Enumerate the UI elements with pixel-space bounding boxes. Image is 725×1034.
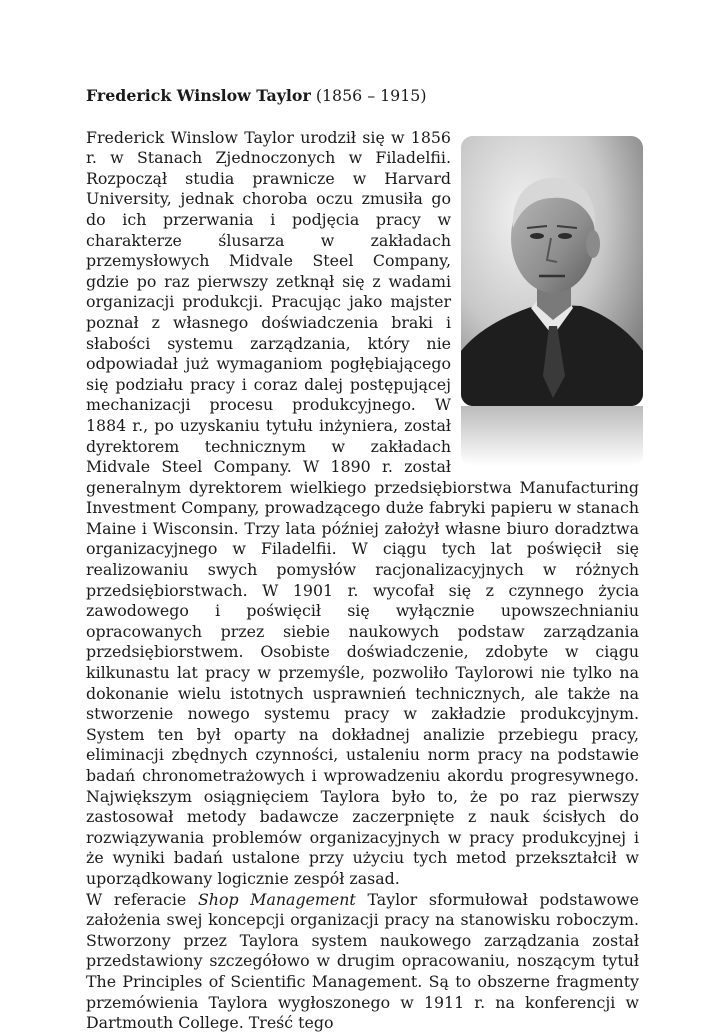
document-page — [86, 86, 639, 1034]
document-title — [86, 86, 639, 107]
p2-text-start: W referacie — [86, 889, 198, 909]
title-dates: (1856 – 1915) — [315, 86, 427, 105]
title-name: Frederick Winslow Taylor — [86, 86, 311, 105]
p2-text-rest: Taylor sformułował podstawowe założenia swej koncepcji organizacji pracy na stanowisku roboczym. Stworzony przez Taylora system naukowego zarządzania został przedstawiony szczegółowo w drugim opracowaniu, noszącym tytuł The Principles of Scientific Management. Są to obszerne fragmenty przemówienia Taylora wygłoszonego w 1911 r. na konferencji w Dartmouth College. Treść tego — [86, 889, 639, 1033]
body-paragraph-1: Frederick Winslow Taylor urodził się w 1856 r. w Stanach Zjednoczonych w Filadelfii. Rozpoczął studia prawnicze w Harvard University, jednak choroba oczu zmusiła go do ich przerwania i podjęcia pracy w charakterze ślusarza w zakładach przemysłowych Midvale Steel Company, gdzie po raz pierwszy zetknął się z wadami organizacji produkcji. Pracując jako majster poznał z własnego doświadczenia braki i słabości systemu zarządzania, który nie odpowiadał już wymaganiom pogłębiającego się podziału pracy i coraz dalej postępującej mechanizacji procesu produkcyjnego. W 1884 r., po uzyskaniu tytułu inżyniera, został dyrektorem technicznym w zakładach Midvale Steel Company. W 1890 r. został generalnym dyrektorem wielkiego przedsiębiorstwa Manufacturing Investment Company, prowadzącego duże fabryki papieru w stanach Maine i Wisconsin. Trzy lata później założył własne biuro doradztwa organizacyjnego w Filadelfii. W ciągu tych lat poświęcił się realizowaniu swych pomysłów racjonalizacyjnych w różnych przedsiębiorstwach. W 1901 r. wycofał się z czynnego życia zawodowego i poświęcił się wyłącznie upowszechnianiu opracowanych przez siebie naukowych podstaw zarządzania przedsiębiorstwem. Osobiste doświadczenie, zdobyte w ciągu kilkunastu lat pracy w przemyśle, pozwoliło Taylorowi nie tylko na dokonanie wielu istotnych usprawnień technicznych, ale także na stworzenie nowego systemu pracy w zakładzie produkcyjnym. System ten był oparty na dokładnej analizie przebiegu pracy, eliminacji zbędnych czynności, ustaleniu norm pracy na podstawie badań chronometrażowych i wprowadzeniu akordu progresywnego. Największym osiągnięciem Taylora było to, że po raz pierwszy zastosował metody badawcze zaczerpnięte z nauk ścisłych do rozwiązywania problemów organizacyjnych w pracy produkcyjnej i że wyniki badań ustalone przy użyciu tych metod przekształcił w uporządkowany logicznie zespół zasad. — [86, 127, 639, 888]
portrait-photo — [461, 136, 643, 406]
portrait-illustration — [461, 136, 643, 406]
portrait-figure — [461, 136, 647, 466]
portrait-reflection — [461, 406, 643, 466]
body-paragraph-2 — [86, 890, 639, 1034]
p2-italic-title: Shop Management — [197, 889, 356, 909]
